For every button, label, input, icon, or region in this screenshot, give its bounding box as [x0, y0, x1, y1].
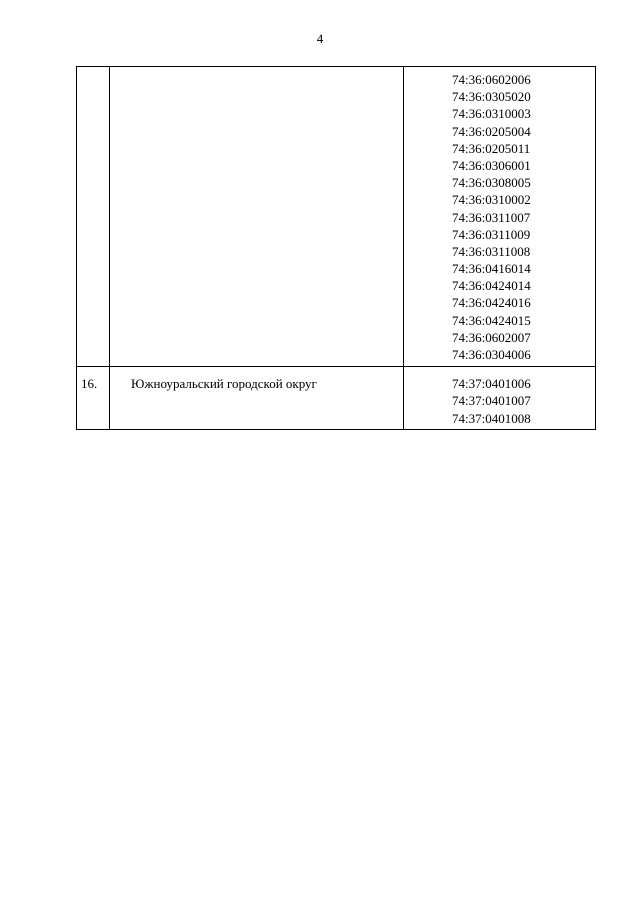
table-body [77, 67, 596, 430]
cadastral-code: 74:36:0306001 [452, 157, 531, 173]
cadastral-code: 74:36:0424016 [452, 295, 531, 311]
cadastral-code: 74:36:0602006 [452, 72, 531, 87]
table-row [77, 367, 596, 430]
table-row [77, 67, 596, 367]
cadastral-code: 74:36:0310002 [452, 192, 531, 208]
cadastral-table [76, 66, 596, 430]
cadastral-code: 74:36:0310003 [452, 106, 531, 122]
municipality-name-cell [110, 67, 404, 367]
cadastral-code: 74:36:0424014 [452, 278, 531, 294]
cadastral-code: 74:36:0305020 [452, 89, 531, 105]
cadastral-codes-cell [404, 67, 596, 367]
cadastral-code: 74:37:0401008 [452, 410, 531, 426]
cadastral-code: 74:36:0205004 [452, 123, 531, 139]
cadastral-codes-list [404, 67, 595, 366]
cadastral-codes-list [404, 367, 595, 429]
cadastral-code: 74:36:0308005 [452, 175, 531, 191]
cadastral-code: 74:36:0602007 [452, 329, 531, 345]
cadastral-codes-cell [404, 367, 596, 430]
row-number-cell [77, 67, 110, 367]
row-number-cell: 16. [77, 367, 110, 430]
cadastral-code: 74:37:0401006 [452, 376, 531, 392]
page-number: 4 [316, 31, 324, 46]
cadastral-code: 74:36:0311008 [452, 243, 531, 259]
cadastral-code: 74:36:0311009 [452, 226, 531, 242]
cadastral-code: 74:36:0424015 [452, 312, 531, 328]
cadastral-code: 74:36:0205011 [452, 140, 531, 156]
cadastral-code: 74:36:0311007 [452, 209, 531, 225]
cadastral-code: 74:36:0304006 [452, 347, 531, 362]
municipality-name-cell: Южноуральский городской округ [110, 367, 404, 430]
cadastral-code: 74:36:0416014 [452, 261, 531, 277]
cadastral-code: 74:37:0401007 [452, 393, 531, 409]
